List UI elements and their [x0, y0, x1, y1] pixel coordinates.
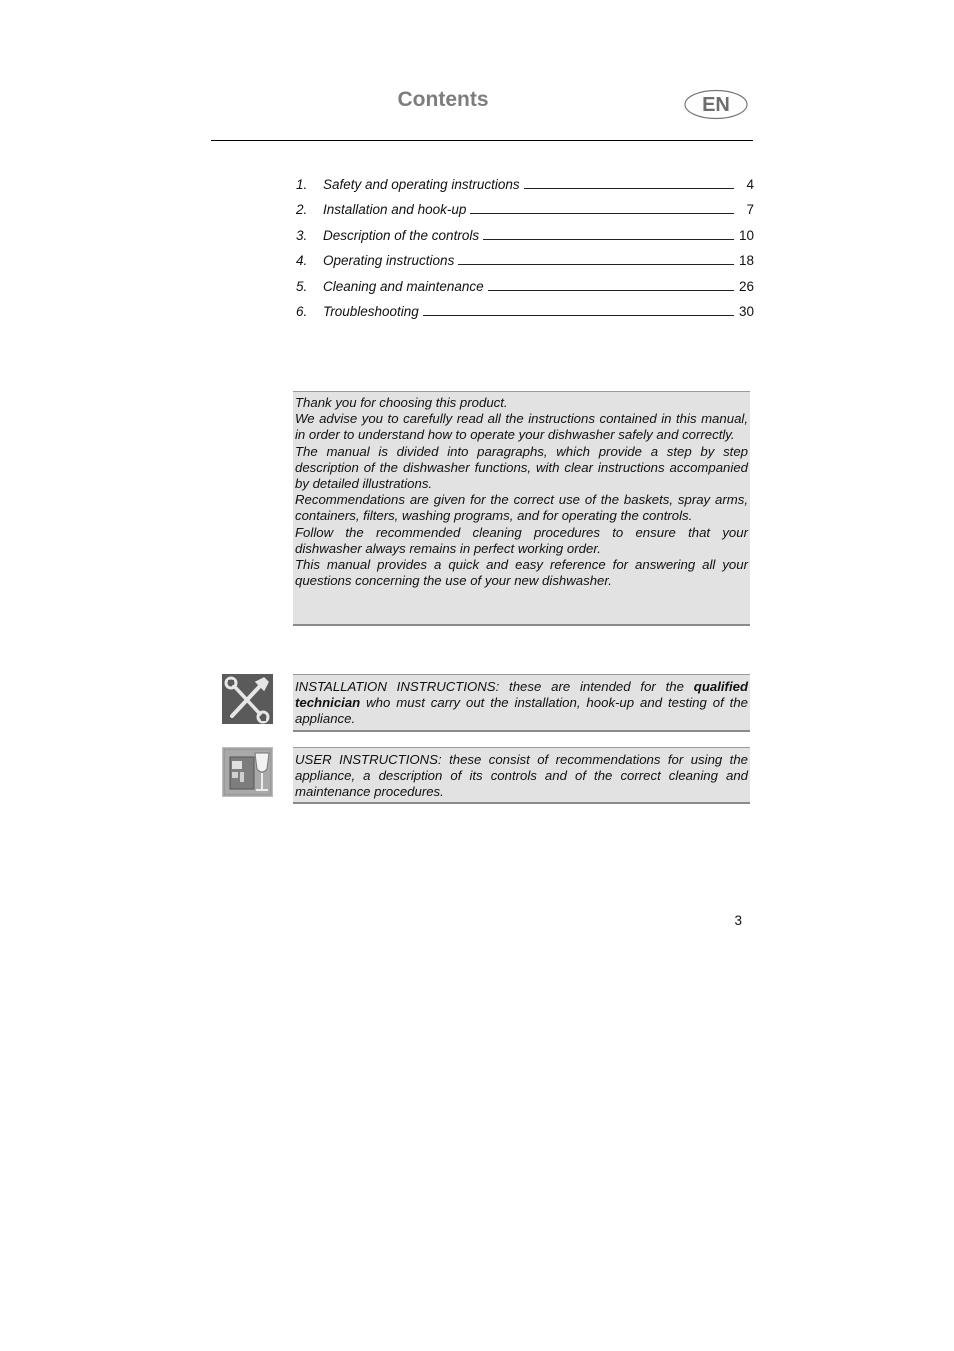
toc-entry-leader [470, 202, 734, 214]
toc-entry-page: 30 [738, 303, 754, 319]
table-of-contents [296, 177, 754, 329]
toc-entry-number: 6. [296, 303, 308, 319]
installation-instructions-box [293, 674, 750, 732]
toc-entry-label: Safety and operating instructions [323, 177, 520, 192]
toc-entry [296, 304, 754, 329]
toc-entry-number: 3. [296, 227, 308, 243]
page-title: Contents [397, 88, 489, 111]
intro-paragraph: Recommendations are given for the correct use of the baskets, spray arms, containers, filters, washing programs, and for operating the controls. [295, 492, 748, 524]
toc-entry-label: Description of the controls [323, 227, 480, 243]
header-divider [211, 140, 753, 141]
toc-entry-number: 5. [296, 278, 308, 294]
toc-entry-page: 26 [738, 278, 754, 294]
installation-text-start: INSTALLATION INSTRUCTIONS: these are intended for the [295, 679, 694, 694]
intro-paragraph: The manual is divided into paragraphs, which provide a step by step description of the dishwasher functions, with clear instructions accompanied by detailed illustrations. [295, 443, 748, 492]
intro-box [293, 391, 750, 626]
toc-entry-leader [488, 279, 734, 291]
toc-entry-label: Operating instructions [323, 253, 455, 269]
toc-entry [296, 228, 754, 253]
toc-entry-page: 7 [746, 202, 754, 218]
installation-emphasis: qualified technician [295, 679, 748, 711]
toc-entry-leader [483, 228, 734, 240]
dishwasher-glass-icon [222, 747, 273, 797]
toc-entry-leader [524, 177, 734, 189]
tools-icon [222, 674, 273, 724]
toc-entry-label: Installation and hook-up [323, 202, 467, 218]
user-instructions-text: USER INSTRUCTIONS: these consist of recommendations for using the appliance, a description of its controls and of the correct cleaning and maintenance procedures. [295, 752, 748, 800]
toc-entry [296, 253, 754, 278]
toc-entry [296, 202, 754, 227]
toc-entry-number: 2. [296, 202, 308, 218]
toc-entry [296, 279, 754, 304]
language-code: EN [702, 94, 730, 116]
toc-entry [296, 177, 754, 202]
toc-entry-page: 18 [738, 253, 754, 269]
user-instructions-box [293, 747, 750, 804]
installation-instructions-text [295, 679, 748, 728]
toc-entry-leader [423, 304, 734, 316]
toc-entry-label: Cleaning and maintenance [323, 278, 484, 294]
page-number: 3 [734, 913, 742, 928]
language-badge-oval [684, 89, 748, 120]
intro-paragraph: Follow the recommended cleaning procedures to ensure that your dishwasher always remains in perfect working order. [295, 524, 748, 556]
toc-entry-number: 1. [296, 177, 308, 192]
toc-entry-label: Troubleshooting [323, 303, 419, 319]
intro-paragraph: Thank you for choosing this product. [295, 395, 508, 410]
toc-entry-page: 4 [746, 177, 754, 192]
intro-paragraph: We advise you to carefully read all the instructions contained in this manual, in order to understand how to operate your dishwasher safely and correctly. [295, 411, 748, 443]
language-badge [684, 89, 748, 120]
toc-entry-leader [458, 253, 734, 265]
toc-entry-number: 4. [296, 253, 308, 269]
installation-text-end: who must carry out the installation, hook-up and testing of the appliance. [295, 695, 748, 727]
intro-paragraph: This manual provides a quick and easy reference for answering all your questions concerning the use of your new dishwasher. [295, 557, 748, 589]
toc-entry-page: 10 [738, 227, 754, 243]
